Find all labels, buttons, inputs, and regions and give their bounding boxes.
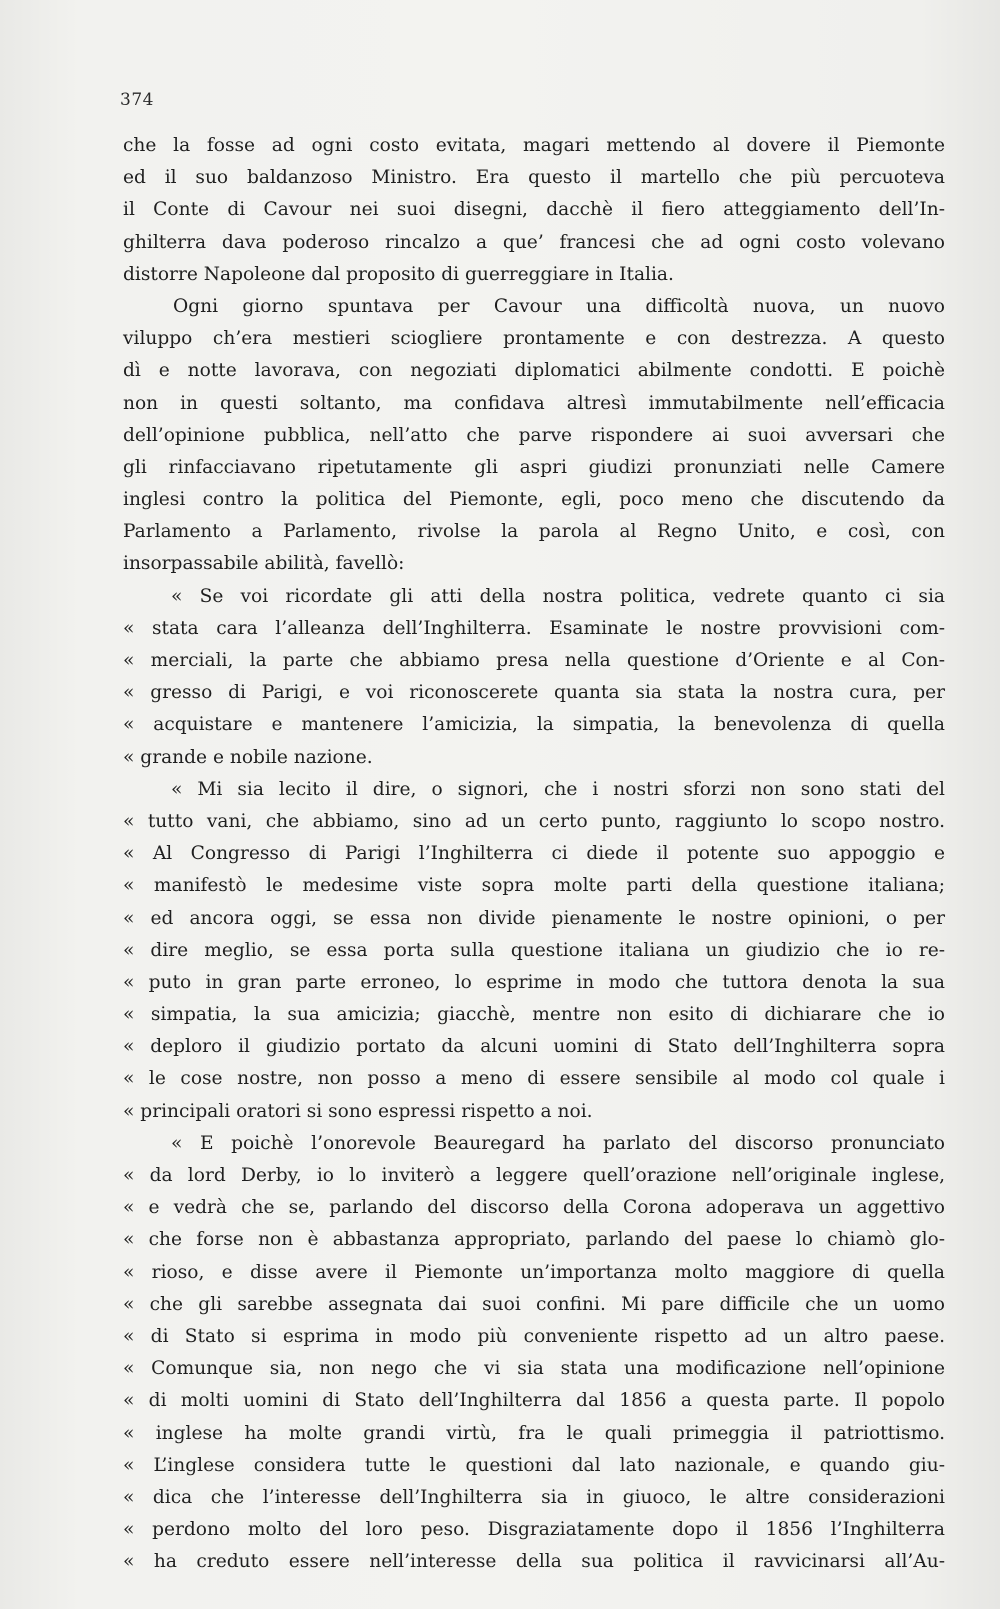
text-line: « E poichè l’onorevole Beauregard ha parlato del discorso pronunciato — [171, 1132, 945, 1154]
text-line: « da lord Derby, io lo inviterò a leggere quell’orazione nell’originale inglese, — [123, 1165, 945, 1186]
text-line: dì e notte lavorava, con negoziati diplomatici abilmente condotti. E poichè — [123, 360, 945, 382]
text-line: « deploro il giudizio portato da alcuni uomini di Stato dell’Inghilterra sopra — [123, 1036, 945, 1058]
text-line: « L’inglese considera tutte le questioni dal lato nazionale, e quando giu- — [123, 1454, 945, 1476]
text-line: « grande e nobile nazione. — [123, 746, 373, 768]
text-line: « principali oratori si sono espressi rispetto a noi. — [123, 1100, 593, 1122]
text-line: il Conte di Cavour nei suoi disegni, dacchè il fiero atteggiamento dell’In- — [123, 199, 945, 221]
text-line: ghilterra dava poderoso rincalzo a que’ francesi che ad ogni costo volevano — [123, 231, 945, 253]
text-line: « che forse non è abbastanza appropriato, parlando del paese lo chiamò glo- — [123, 1229, 945, 1251]
body-text — [123, 130, 945, 1578]
text-line: « le cose nostre, non posso a meno di essere sensibile al modo col quale i — [123, 1068, 945, 1090]
text-line: « perdono molto del loro peso. Disgraziatamente dopo il 1856 l’Inghilterra — [123, 1519, 945, 1541]
text-line: « Mi sia lecito il dire, o signori, che i nostri sforzi non sono stati del — [171, 778, 945, 800]
text-line: « Comunque sia, non nego che vi sia stata una modificazione nell’opinione — [123, 1358, 945, 1380]
text-line: « di Stato si esprima in modo più conveniente rispetto ad un altro paese. — [123, 1325, 945, 1347]
text-line: « stata cara l’alleanza dell’Inghilterra. Esaminate le nostre provvisioni com- — [123, 617, 945, 639]
text-line: « gresso di Parigi, e voi riconoscerete quanta sia stata la nostra cura, per — [123, 682, 945, 704]
text-line: Ogni giorno spuntava per Cavour una difficoltà nuova, un nuovo — [173, 295, 945, 317]
text-line: inglesi contro la politica del Piemonte, egli, poco meno che discutendo da — [123, 489, 945, 511]
text-line: « tutto vani, che abbiamo, sino ad un certo punto, raggiunto lo scopo nostro. — [123, 810, 945, 832]
page-number: 374 — [120, 90, 154, 110]
text-line: non in questi soltanto, ma confidava altresì immutabilmente nell’efficacia — [123, 392, 945, 414]
text-line: « merciali, la parte che abbiamo presa nella questione d’Oriente e al Con- — [123, 650, 945, 671]
text-line: dell’opinione pubblica, nell’atto che parve rispondere ai suoi avversari che — [123, 424, 945, 446]
text-line: « e vedrà che se, parlando del discorso della Corona adoperava un aggettivo — [123, 1197, 945, 1219]
text-line: « ed ancora oggi, se essa non divide pienamente le nostre opinioni, o per — [123, 907, 945, 929]
text-line: « simpatia, la sua amicizia; giacchè, mentre non esito di dichiarare che io — [123, 1004, 945, 1026]
text-line: ed il suo baldanzoso Ministro. Era questo il martello che più percuoteva — [123, 167, 945, 189]
text-line: « acquistare e mantenere l’amicizia, la simpatia, la benevolenza di quella — [123, 714, 945, 736]
text-line: « rioso, e disse avere il Piemonte un’importanza molto maggiore di quella — [123, 1261, 945, 1283]
text-line: « di molti uomini di Stato dell’Inghilterra dal 1856 a questa parte. Il popolo — [123, 1390, 945, 1412]
text-line: « manifestò le medesime viste sopra molte parti della questione italiana; — [123, 875, 945, 897]
text-line: insorpassabile abilità, favellò: — [123, 553, 405, 575]
text-line: viluppo ch’era mestieri sciogliere prontamente e con destrezza. A questo — [123, 328, 945, 350]
text-line: che la fosse ad ogni costo evitata, magari mettendo al dovere il Piemonte — [123, 135, 945, 156]
text-line: « Se voi ricordate gli atti della nostra politica, vedrete quanto ci sia — [171, 585, 945, 607]
text-line: « che gli sarebbe assegnata dai suoi confini. Mi pare difficile che un uomo — [123, 1293, 945, 1315]
text-line: « Al Congresso di Parigi l’Inghilterra ci diede il potente suo appoggio e — [123, 843, 945, 865]
text-line: Parlamento a Parlamento, rivolse la parola al Regno Unito, e così, con — [123, 521, 945, 543]
text-line: « dica che l’interesse dell’Inghilterra sia in giuoco, le altre considerazioni — [123, 1486, 945, 1508]
text-line: « dire meglio, se essa porta sulla questione italiana un giudizio che io re- — [123, 939, 945, 961]
text-line: « inglese ha molte grandi virtù, fra le quali primeggia il patriottismo. — [123, 1422, 945, 1444]
text-line: distorre Napoleone dal proposito di guerreggiare in Italia. — [123, 263, 674, 285]
text-line: « ha creduto essere nell’interesse della sua politica il ravvicinarsi all’Au- — [123, 1551, 945, 1573]
text-line: « puto in gran parte erroneo, lo esprime in modo che tuttora denota la sua — [123, 971, 945, 993]
text-line: gli rinfacciavano ripetutamente gli aspri giudizi pronunziati nelle Camere — [123, 456, 945, 478]
